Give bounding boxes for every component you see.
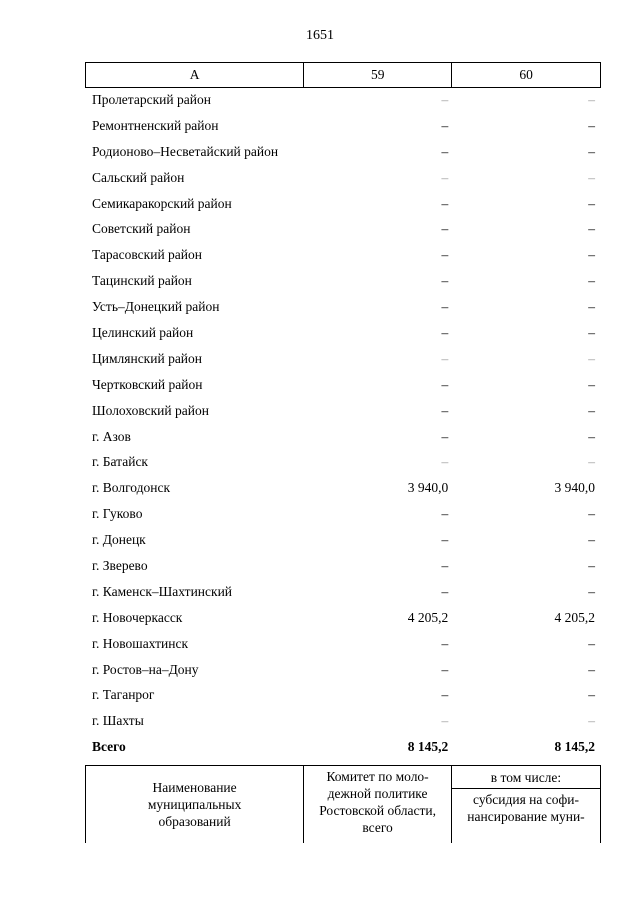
total-col-59: 8 145,2 [407, 739, 449, 755]
value-col-59: – [441, 247, 449, 263]
municipality-name: Чертковский район [92, 376, 203, 392]
table-row [85, 191, 601, 217]
value-col-60: – [588, 195, 595, 211]
table-row [85, 87, 601, 113]
municipality-name: Шолоховский район [92, 402, 209, 418]
value-col-60: – [588, 169, 595, 185]
municipality-name: Тарасовский район [92, 247, 202, 263]
value-col-60: – [588, 506, 595, 522]
table-row [85, 527, 601, 553]
value-col-60: – [588, 557, 595, 573]
total-col-60: 8 145,2 [554, 739, 595, 755]
municipality-name: г. Зверево [92, 557, 148, 573]
value-col-60: – [588, 143, 595, 159]
municipal-name-header-line: муниципальных [147, 797, 242, 812]
table-header [85, 62, 601, 88]
value-col-59: – [441, 117, 449, 133]
committee-total-header-line: дежной политике [327, 786, 428, 801]
municipality-name: г. Таганрог [92, 687, 155, 703]
value-col-60: – [588, 117, 595, 133]
municipality-name: Родионово–Несветайский район [92, 143, 279, 159]
value-col-59: 4 205,2 [407, 609, 449, 625]
table-row [85, 372, 601, 398]
municipality-name: г. Каменск–Шахтинский [92, 583, 233, 599]
value-col-59: – [441, 350, 449, 366]
value-col-59: – [441, 143, 449, 159]
table-row [85, 449, 601, 475]
municipality-name: Целинский район [92, 324, 194, 340]
table-row [85, 424, 601, 450]
municipality-name: Советский район [92, 221, 191, 237]
repeated-table-header [85, 765, 601, 843]
value-col-60: – [588, 532, 595, 548]
municipal-name-header-line: Наименование [152, 780, 237, 795]
value-col-59: – [441, 402, 449, 418]
municipality-name: г. Донецк [92, 532, 146, 548]
value-col-59: – [441, 454, 449, 470]
value-col-60: – [588, 221, 595, 237]
table-row [85, 475, 601, 501]
municipality-name: г. Шахты [92, 713, 144, 729]
value-col-59: – [441, 532, 449, 548]
header-col-a: А [86, 63, 304, 88]
value-col-60: – [588, 661, 595, 677]
municipality-name: Пролетарский район [92, 91, 211, 107]
header-row [86, 63, 601, 88]
municipality-name: Тацинский район [92, 273, 192, 289]
table-row [85, 708, 601, 734]
value-col-60: – [588, 713, 595, 729]
table-row [85, 320, 601, 346]
value-col-59: – [441, 557, 449, 573]
value-col-60: – [588, 299, 595, 315]
municipality-name: г. Новочеркасск [92, 609, 183, 625]
value-col-59: – [441, 221, 449, 237]
value-col-60: – [588, 583, 595, 599]
municipality-name: Усть–Донецкий район [92, 299, 220, 315]
including-header: в том числе: [451, 766, 600, 789]
table-row [85, 242, 601, 268]
table-row [85, 657, 601, 683]
value-col-59: – [441, 195, 449, 211]
value-col-59: – [441, 506, 449, 522]
committee-total-header-line: всего [362, 820, 393, 835]
table-row [85, 346, 601, 372]
value-col-60: – [588, 247, 595, 263]
value-col-59: – [441, 91, 449, 107]
table-row [85, 579, 601, 605]
subsidy-header-line: субсидия на софи- [473, 792, 579, 807]
table-row [85, 113, 601, 139]
municipality-name: г. Ростов–на–Дону [92, 661, 199, 677]
value-col-59: – [441, 687, 449, 703]
value-col-60: – [588, 454, 595, 470]
value-col-59: – [441, 324, 449, 340]
municipality-name: г. Волгодонск [92, 480, 171, 496]
table-row [85, 398, 601, 424]
value-col-60: – [588, 376, 595, 392]
municipality-name: г. Батайск [92, 454, 148, 470]
value-col-59: – [441, 713, 449, 729]
table-row [85, 605, 601, 631]
value-col-59: 3 940,0 [407, 480, 449, 496]
table-row [85, 165, 601, 191]
repeated-header-row-1 [86, 766, 601, 789]
municipality-name: Сальский район [92, 169, 185, 185]
table-row [85, 139, 601, 165]
municipality-name: г. Азов [92, 428, 131, 444]
value-col-59: – [441, 169, 449, 185]
value-col-60: 3 940,0 [554, 480, 595, 496]
municipal-name-header-line: образований [158, 814, 231, 829]
page-number: 1651 [306, 28, 334, 43]
value-col-60: – [588, 402, 595, 418]
committee-total-header-line: Комитет по моло- [326, 769, 429, 784]
value-col-60: – [588, 635, 595, 651]
value-col-60: 4 205,2 [554, 609, 595, 625]
table-row [85, 294, 601, 320]
value-col-59: – [441, 635, 449, 651]
municipal-name-header [86, 766, 304, 844]
total-row [85, 734, 601, 760]
total-label: Всего [92, 739, 126, 755]
value-col-59: – [441, 273, 449, 289]
table-row [85, 216, 601, 242]
subsidy-header-line: нансирование муни- [467, 809, 585, 824]
value-col-59: – [441, 583, 449, 599]
committee-total-header-line: Ростовской области, [319, 803, 436, 818]
municipality-name: г. Гуково [92, 506, 143, 522]
header-col-59: 59 [304, 63, 452, 88]
value-col-60: – [588, 273, 595, 289]
value-col-60: – [588, 687, 595, 703]
table-row [85, 501, 601, 527]
value-col-59: – [441, 299, 449, 315]
header-col-60: 60 [452, 63, 601, 88]
municipality-name: Семикаракорский район [92, 195, 232, 211]
municipality-name: г. Новошахтинск [92, 635, 188, 651]
value-col-60: – [588, 91, 595, 107]
value-col-60: – [588, 350, 595, 366]
subsidy-header [451, 789, 600, 844]
value-col-59: – [441, 428, 449, 444]
municipality-name: Цимлянский район [92, 350, 203, 366]
value-col-59: – [441, 376, 449, 392]
municipality-name: Ремонтненский район [92, 117, 219, 133]
committee-total-header [304, 766, 452, 844]
table-row [85, 553, 601, 579]
value-col-60: – [588, 324, 595, 340]
data-table [85, 87, 601, 760]
value-col-60: – [588, 428, 595, 444]
value-col-59: – [441, 661, 449, 677]
table-row [85, 631, 601, 657]
table-row [85, 268, 601, 294]
table-row [85, 682, 601, 708]
